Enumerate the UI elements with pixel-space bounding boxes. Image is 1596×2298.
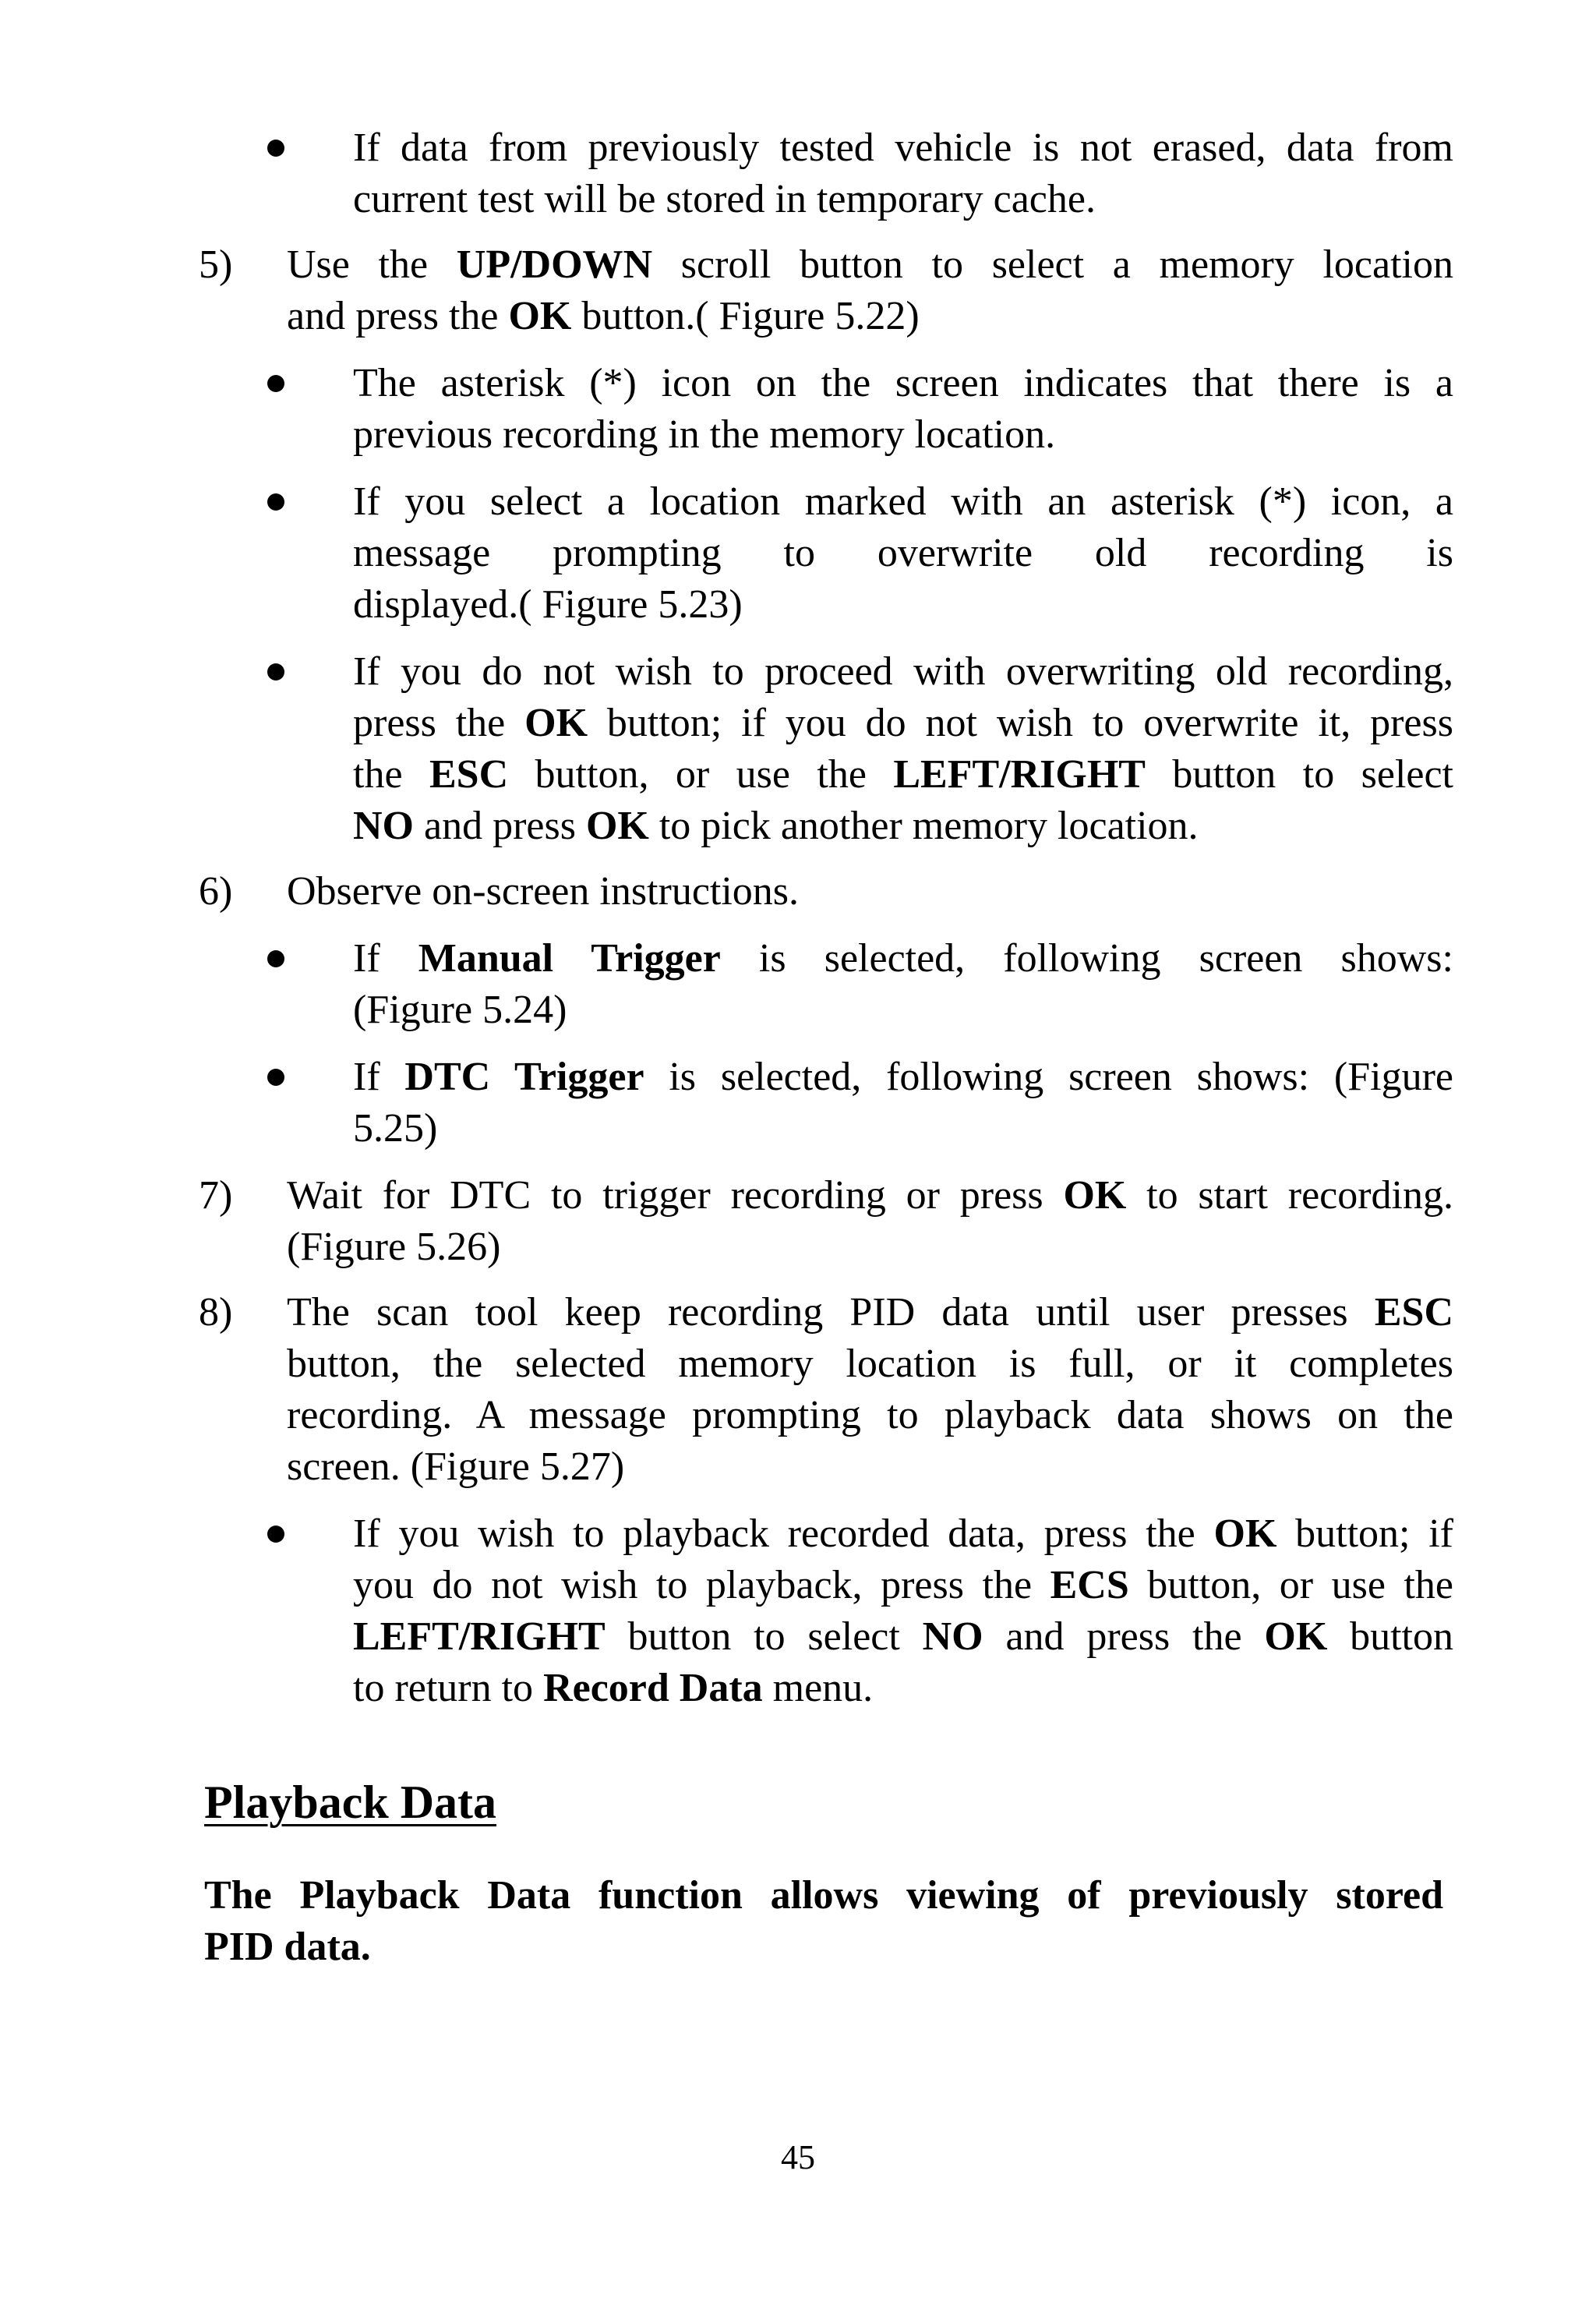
paragraph-line: button, the selected memory location is full, or it completes	[287, 1342, 1453, 1386]
step-number: 6)	[199, 869, 233, 914]
step-number: 5)	[199, 242, 233, 287]
paragraph-line: displayed.( Figure 5.23)	[353, 582, 743, 627]
paragraph-line: If you select a location marked with an asterisk (*) icon, a	[353, 479, 1453, 524]
paragraph-line: If you wish to playback recorded data, press the OK button; if	[353, 1511, 1453, 1556]
paragraph-line: If Manual Trigger is selected, following screen shows:	[353, 936, 1453, 981]
paragraph-line: message prompting to overwrite old recording is	[353, 531, 1453, 575]
paragraph-line: (Figure 5.24)	[353, 988, 567, 1032]
paragraph-line: to return to Record Data menu.	[353, 1666, 874, 1710]
paragraph-line: you do not wish to playback, press the ECS button, or use the	[353, 1563, 1453, 1607]
paragraph-line: If you do not wish to proceed with overwriting old recording,	[353, 649, 1453, 694]
section-intro-line: PID data.	[204, 1925, 371, 1969]
paragraph-line: current test will be stored in temporary cache.	[353, 177, 1096, 221]
paragraph-line: If DTC Trigger is selected, following screen shows: (Figure	[353, 1055, 1453, 1099]
page-number: 45	[781, 2138, 815, 2176]
step-number: 8)	[199, 1290, 233, 1335]
paragraph-line: If data from previously tested vehicle is not erased, data from	[353, 126, 1453, 170]
paragraph-line: The asterisk (*) icon on the screen indicates that there is a	[353, 361, 1453, 405]
section-intro-line: The Playback Data function allows viewing of previously stored	[204, 1873, 1443, 1918]
bullet-icon	[267, 950, 284, 967]
paragraph-line: 5.25)	[353, 1106, 438, 1151]
paragraph-line: Wait for DTC to trigger recording or press OK to start recording.	[287, 1173, 1453, 1218]
section-heading: Playback Data	[204, 1777, 496, 1828]
paragraph-line: and press the OK button.( Figure 5.22)	[287, 294, 920, 338]
paragraph-line: press the OK button; if you do not wish to overwrite it, press	[353, 701, 1453, 745]
bullet-icon	[267, 493, 284, 511]
paragraph-line: (Figure 5.26)	[287, 1225, 501, 1269]
paragraph-line: previous recording in the memory location.	[353, 412, 1056, 457]
paragraph-line: the ESC button, or use the LEFT/RIGHT button to select	[353, 752, 1453, 797]
bullet-icon	[267, 140, 284, 157]
bullet-icon	[267, 663, 284, 681]
paragraph-line: recording. A message prompting to playback data shows on the	[287, 1393, 1453, 1437]
paragraph-line: NO and press OK to pick another memory location.	[353, 804, 1199, 848]
bullet-icon	[267, 1069, 284, 1086]
paragraph-line: LEFT/RIGHT button to select NO and press the OK button	[353, 1614, 1453, 1659]
paragraph-line: The scan tool keep recording PID data until user presses ESC	[287, 1290, 1453, 1335]
bullet-icon	[267, 1526, 284, 1543]
bullet-icon	[267, 375, 284, 392]
paragraph-line: screen. (Figure 5.27)	[287, 1444, 625, 1489]
step-number: 7)	[199, 1173, 233, 1218]
paragraph-line: Use the UP/DOWN scroll button to select a memory location	[287, 242, 1453, 287]
paragraph-line: Observe on-screen instructions.	[287, 869, 800, 914]
